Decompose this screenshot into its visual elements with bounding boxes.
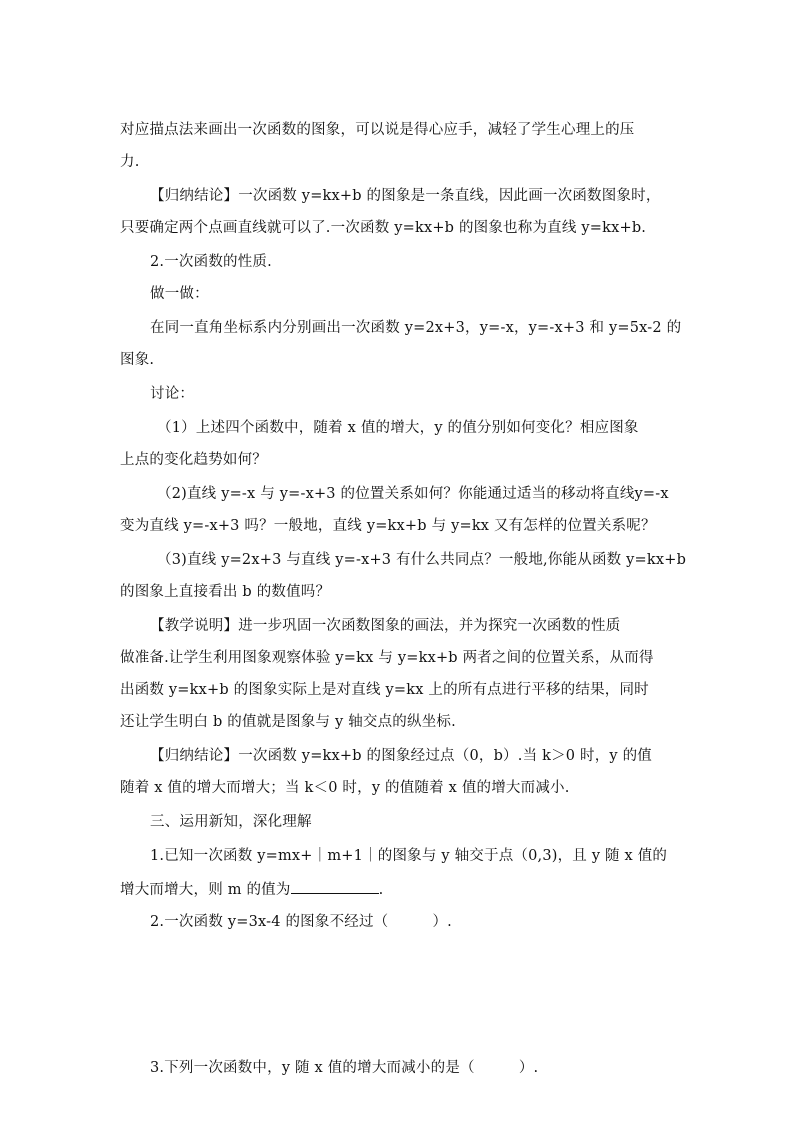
teaching-note-line: 出函数 y=kx+b 的图象实际上是对直线 y=kx 上的所有点进行平移的结果，同时 <box>120 682 649 698</box>
exercise-text: . <box>378 882 384 898</box>
question-line: （1）上述四个函数中，随着 x 值的增大，y 的值分别如何变化？相应图象 <box>157 420 639 436</box>
question-line: 的图象上直接看出 b 的数值吗？ <box>120 584 331 600</box>
exercise-line: 2.一次函数 y=3x-4 的图象不经过（ ）. <box>150 914 452 930</box>
teaching-note-line: 【教学说明】进一步巩固一次函数图象的画法，并为探究一次函数的性质 <box>150 618 621 634</box>
discussion-label: 讨论： <box>150 386 195 402</box>
question-line: 变为直线 y=-x+3 吗？一般地，直线 y=kx+b 与 y=kx 又有怎样的位置关系呢？ <box>120 518 656 534</box>
exercise-text: 增大而增大，则 m 的值为 <box>120 882 291 898</box>
paragraph-line: 力. <box>120 154 140 170</box>
section-title: 三、运用新知，深化理解 <box>150 814 312 830</box>
section-title: 2.一次函数的性质. <box>150 254 272 270</box>
conclusion-line: 【归纳结论】一次函数 y=kx+b 的图象是一条直线，因此画一次函数图象时， <box>150 188 661 204</box>
question-line: 上点的变化趋势如何？ <box>120 452 267 468</box>
exercise-line: 1.已知一次函数 y=mx+｜m+1｜的图象与 y 轴交于点（0,3)，且 y 随 x 值的 <box>150 848 668 864</box>
teaching-note-line: 还让学生明白 b 的值就是图象与 y 轴交点的纵坐标. <box>120 714 456 730</box>
teaching-note-line: 做准备.让学生利用图象观察体验 y=kx 与 y=kx+b 两者之间的位置关系，从而得 <box>120 650 654 666</box>
paragraph-line: 在同一直角坐标系内分别画出一次函数 y=2x+3，y=-x，y=-x+3 和 y=5x-2 的 <box>150 320 682 336</box>
paragraph-line: 图象. <box>120 352 155 368</box>
conclusion-line: 只要确定两个点画直线就可以了.一次函数 y=kx+b 的图象也称为直线 y=kx+b. <box>120 220 647 236</box>
try-label: 做一做： <box>150 286 209 302</box>
question-line: （3)直线 y=2x+3 与直线 y=-x+3 有什么共同点？一般地,你能从函数 y=kx+b <box>157 552 687 568</box>
answer-blank <box>291 878 379 894</box>
paragraph-line: 对应描点法来画出一次函数的图象，可以说是得心应手，减轻了学生心理上的压 <box>120 122 635 138</box>
conclusion-line: 【归纳结论】一次函数 y=kx+b 的图象经过点（0，b）.当 k＞0 时，y 的值 <box>150 748 652 764</box>
conclusion-line: 随着 x 值的增大而增大；当 k＜0 时，y 的值随着 x 值的增大而减小. <box>120 780 570 796</box>
exercise-line: 3.下列一次函数中，y 随 x 值的增大而减小的是（ ）. <box>150 1060 539 1076</box>
exercise-line <box>120 878 680 900</box>
question-line: （2)直线 y=-x 与 y=-x+3 的位置关系如何？你能通过适当的移动将直线y=-x <box>157 486 669 502</box>
